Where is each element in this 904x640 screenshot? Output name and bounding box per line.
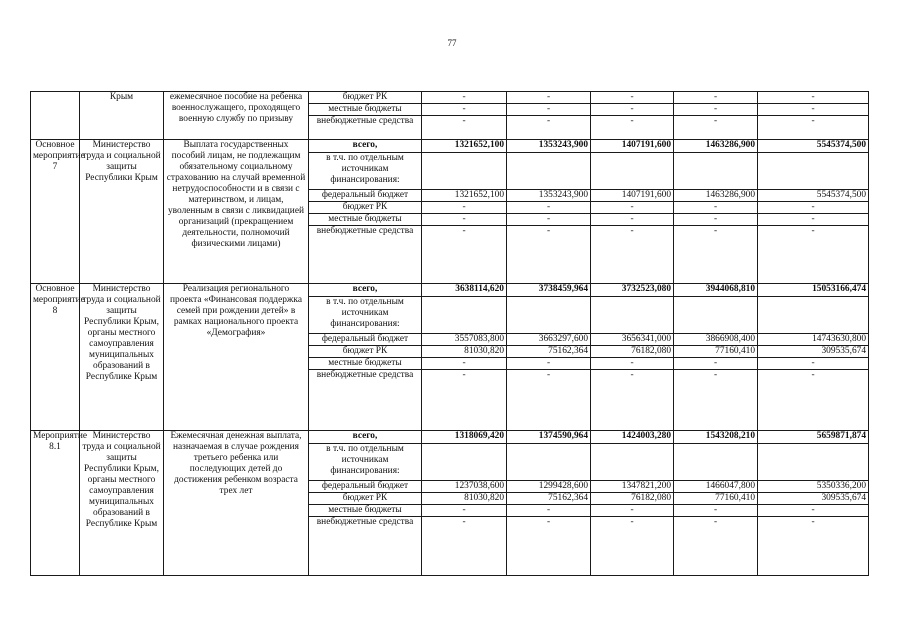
amount-cell: 5659871,874 xyxy=(758,431,869,444)
amount-cell: 77160,410 xyxy=(674,346,758,358)
amount-cell: 309535,674 xyxy=(758,493,869,505)
funding-source-cell: в т.ч. по отдельным источникам финансирования: xyxy=(309,444,422,481)
amount-cell: - xyxy=(591,214,674,226)
activity-code-cell xyxy=(31,92,80,140)
amount-cell: 1321652,100 xyxy=(422,190,507,202)
executor-cell: Министерство труда и социальной защиты Республики Крым xyxy=(80,140,164,284)
activity-code-cell: Основное мероприятие 8 xyxy=(31,284,80,431)
activity-name-cell: Ежемесячная денежная выплата, назначаемая в случае рождения третьего ребенка или последующих детей до достижения ребенком возраста трех лет xyxy=(164,431,309,576)
amount-cell: - xyxy=(758,517,869,576)
amount-cell: 1463286,900 xyxy=(674,190,758,202)
amount-cell: - xyxy=(758,116,869,140)
budget-table xyxy=(30,91,869,576)
amount-cell: - xyxy=(422,92,507,104)
amount-cell: - xyxy=(674,92,758,104)
amount-cell: - xyxy=(507,505,591,517)
amount-cell: - xyxy=(422,116,507,140)
table-row xyxy=(31,431,869,444)
executor-cell: Крым xyxy=(80,92,164,140)
amount-cell: 15053166,474 xyxy=(758,284,869,297)
amount-cell: - xyxy=(758,370,869,431)
activity-code-cell: Мероприятие 8.1 xyxy=(31,431,80,576)
amount-cell: 3732523,080 xyxy=(591,284,674,297)
amount-cell: 3663297,600 xyxy=(507,334,591,346)
amount-cell: 81030,820 xyxy=(422,493,507,505)
amount-cell: - xyxy=(591,116,674,140)
amount-cell: - xyxy=(507,214,591,226)
amount-cell: - xyxy=(674,517,758,576)
funding-source-cell: всего, xyxy=(309,431,422,444)
amount-cell: 75162,364 xyxy=(507,346,591,358)
amount-cell xyxy=(758,297,869,334)
amount-cell: 309535,674 xyxy=(758,346,869,358)
amount-cell: - xyxy=(422,505,507,517)
funding-source-cell: внебюджетные средства xyxy=(309,517,422,576)
amount-cell: - xyxy=(422,226,507,284)
amount-cell: - xyxy=(674,116,758,140)
amount-cell: - xyxy=(507,104,591,116)
amount-cell xyxy=(591,153,674,190)
amount-cell: - xyxy=(591,92,674,104)
amount-cell: - xyxy=(422,202,507,214)
funding-source-cell: в т.ч. по отдельным источникам финансирования: xyxy=(309,153,422,190)
amount-cell: 1353243,900 xyxy=(507,190,591,202)
amount-cell: - xyxy=(591,517,674,576)
executor-cell: Министерство труда и социальной защиты Республики Крым, органы местного самоуправления муниципальных образований в Республике Крым xyxy=(80,284,164,431)
amount-cell: 75162,364 xyxy=(507,493,591,505)
amount-cell: 76182,080 xyxy=(591,493,674,505)
amount-cell: 5350336,200 xyxy=(758,481,869,493)
funding-source-cell: внебюджетные средства xyxy=(309,370,422,431)
amount-cell xyxy=(422,444,507,481)
amount-cell: 77160,410 xyxy=(674,493,758,505)
amount-cell: - xyxy=(674,505,758,517)
amount-cell: - xyxy=(422,104,507,116)
amount-cell: 5545374,500 xyxy=(758,190,869,202)
funding-source-cell: местные бюджеты xyxy=(309,505,422,517)
amount-cell: - xyxy=(758,92,869,104)
funding-source-cell: федеральный бюджет xyxy=(309,481,422,493)
amount-cell xyxy=(507,153,591,190)
amount-cell: 1347821,200 xyxy=(591,481,674,493)
amount-cell: 14743630,800 xyxy=(758,334,869,346)
amount-cell: - xyxy=(422,517,507,576)
amount-cell: 1237038,600 xyxy=(422,481,507,493)
amount-cell: 1353243,900 xyxy=(507,140,591,153)
amount-cell: - xyxy=(507,358,591,370)
amount-cell: - xyxy=(758,505,869,517)
funding-source-cell: бюджет РК xyxy=(309,346,422,358)
amount-cell xyxy=(422,153,507,190)
funding-source-cell: в т.ч. по отдельным источникам финансирования: xyxy=(309,297,422,334)
table-row xyxy=(31,284,869,297)
funding-source-cell: бюджет РК xyxy=(309,493,422,505)
amount-cell: 1424003,280 xyxy=(591,431,674,444)
amount-cell: 1374590,964 xyxy=(507,431,591,444)
funding-source-cell: бюджет РК xyxy=(309,92,422,104)
activity-name-cell: Выплата государственных пособий лицам, не подлежащим обязательному социальному страхованию на случай временной нетрудоспособности и в связи с материнством, и лицам, уволенным в связи с ликвидацией организаций (прекращением деятельности, полномочий физическими лицами) xyxy=(164,140,309,284)
amount-cell: 1299428,600 xyxy=(507,481,591,493)
amount-cell: 3738459,964 xyxy=(507,284,591,297)
amount-cell: - xyxy=(507,202,591,214)
amount-cell: 1466047,800 xyxy=(674,481,758,493)
amount-cell xyxy=(422,297,507,334)
amount-cell xyxy=(674,297,758,334)
activity-name-cell: Реализация регионального проекта «Финансовая поддержка семей при рождении детей» в рамках национального проекта «Демография» xyxy=(164,284,309,431)
funding-source-cell: внебюджетные средства xyxy=(309,226,422,284)
funding-source-cell: федеральный бюджет xyxy=(309,334,422,346)
amount-cell xyxy=(674,153,758,190)
amount-cell: - xyxy=(507,370,591,431)
page-number: 77 xyxy=(447,38,457,48)
amount-cell: - xyxy=(758,358,869,370)
funding-source-cell: местные бюджеты xyxy=(309,104,422,116)
amount-cell: 5545374,500 xyxy=(758,140,869,153)
amount-cell xyxy=(758,153,869,190)
amount-cell: 3638114,620 xyxy=(422,284,507,297)
activity-name-cell: ежемесячное пособие на ребенка военнослужащего, проходящего военную службу по призыву xyxy=(164,92,309,140)
amount-cell: 3944068,810 xyxy=(674,284,758,297)
amount-cell: - xyxy=(507,226,591,284)
amount-cell: - xyxy=(674,104,758,116)
amount-cell: - xyxy=(758,214,869,226)
funding-source-cell: бюджет РК xyxy=(309,202,422,214)
funding-source-cell: местные бюджеты xyxy=(309,214,422,226)
amount-cell: - xyxy=(758,104,869,116)
funding-source-cell: всего, xyxy=(309,140,422,153)
activity-code-cell: Основное мероприятие 7 xyxy=(31,140,80,284)
amount-cell: 3656341,000 xyxy=(591,334,674,346)
budget-table-body xyxy=(31,92,869,576)
amount-cell: 3866908,400 xyxy=(674,334,758,346)
amount-cell: - xyxy=(674,214,758,226)
amount-cell: - xyxy=(758,226,869,284)
table-row xyxy=(31,92,869,104)
amount-cell: - xyxy=(591,505,674,517)
amount-cell: - xyxy=(422,370,507,431)
amount-cell: 1407191,600 xyxy=(591,190,674,202)
amount-cell: 76182,080 xyxy=(591,346,674,358)
amount-cell: - xyxy=(422,214,507,226)
funding-source-cell: местные бюджеты xyxy=(309,358,422,370)
executor-cell: Министерство труда и социальной защиты Республики Крым, органы местного самоуправления муниципальных образований в Республике Крым xyxy=(80,431,164,576)
amount-cell: - xyxy=(507,517,591,576)
amount-cell: - xyxy=(591,358,674,370)
table-row xyxy=(31,140,869,153)
amount-cell xyxy=(591,297,674,334)
amount-cell: - xyxy=(674,226,758,284)
amount-cell: - xyxy=(674,202,758,214)
amount-cell: 1318069,420 xyxy=(422,431,507,444)
amount-cell: - xyxy=(591,370,674,431)
amount-cell xyxy=(507,444,591,481)
amount-cell xyxy=(591,444,674,481)
amount-cell: 1407191,600 xyxy=(591,140,674,153)
amount-cell: 1321652,100 xyxy=(422,140,507,153)
funding-source-cell: федеральный бюджет xyxy=(309,190,422,202)
amount-cell: - xyxy=(674,358,758,370)
amount-cell: - xyxy=(507,116,591,140)
amount-cell: - xyxy=(422,358,507,370)
amount-cell: 1463286,900 xyxy=(674,140,758,153)
amount-cell: - xyxy=(758,202,869,214)
amount-cell: - xyxy=(591,104,674,116)
amount-cell: - xyxy=(674,370,758,431)
amount-cell xyxy=(674,444,758,481)
funding-source-cell: внебюджетные средства xyxy=(309,116,422,140)
amount-cell: - xyxy=(591,202,674,214)
amount-cell xyxy=(507,297,591,334)
amount-cell: - xyxy=(507,92,591,104)
amount-cell: 1543208,210 xyxy=(674,431,758,444)
amount-cell: 3557083,800 xyxy=(422,334,507,346)
amount-cell: - xyxy=(591,226,674,284)
amount-cell xyxy=(758,444,869,481)
funding-source-cell: всего, xyxy=(309,284,422,297)
amount-cell: 81030,820 xyxy=(422,346,507,358)
